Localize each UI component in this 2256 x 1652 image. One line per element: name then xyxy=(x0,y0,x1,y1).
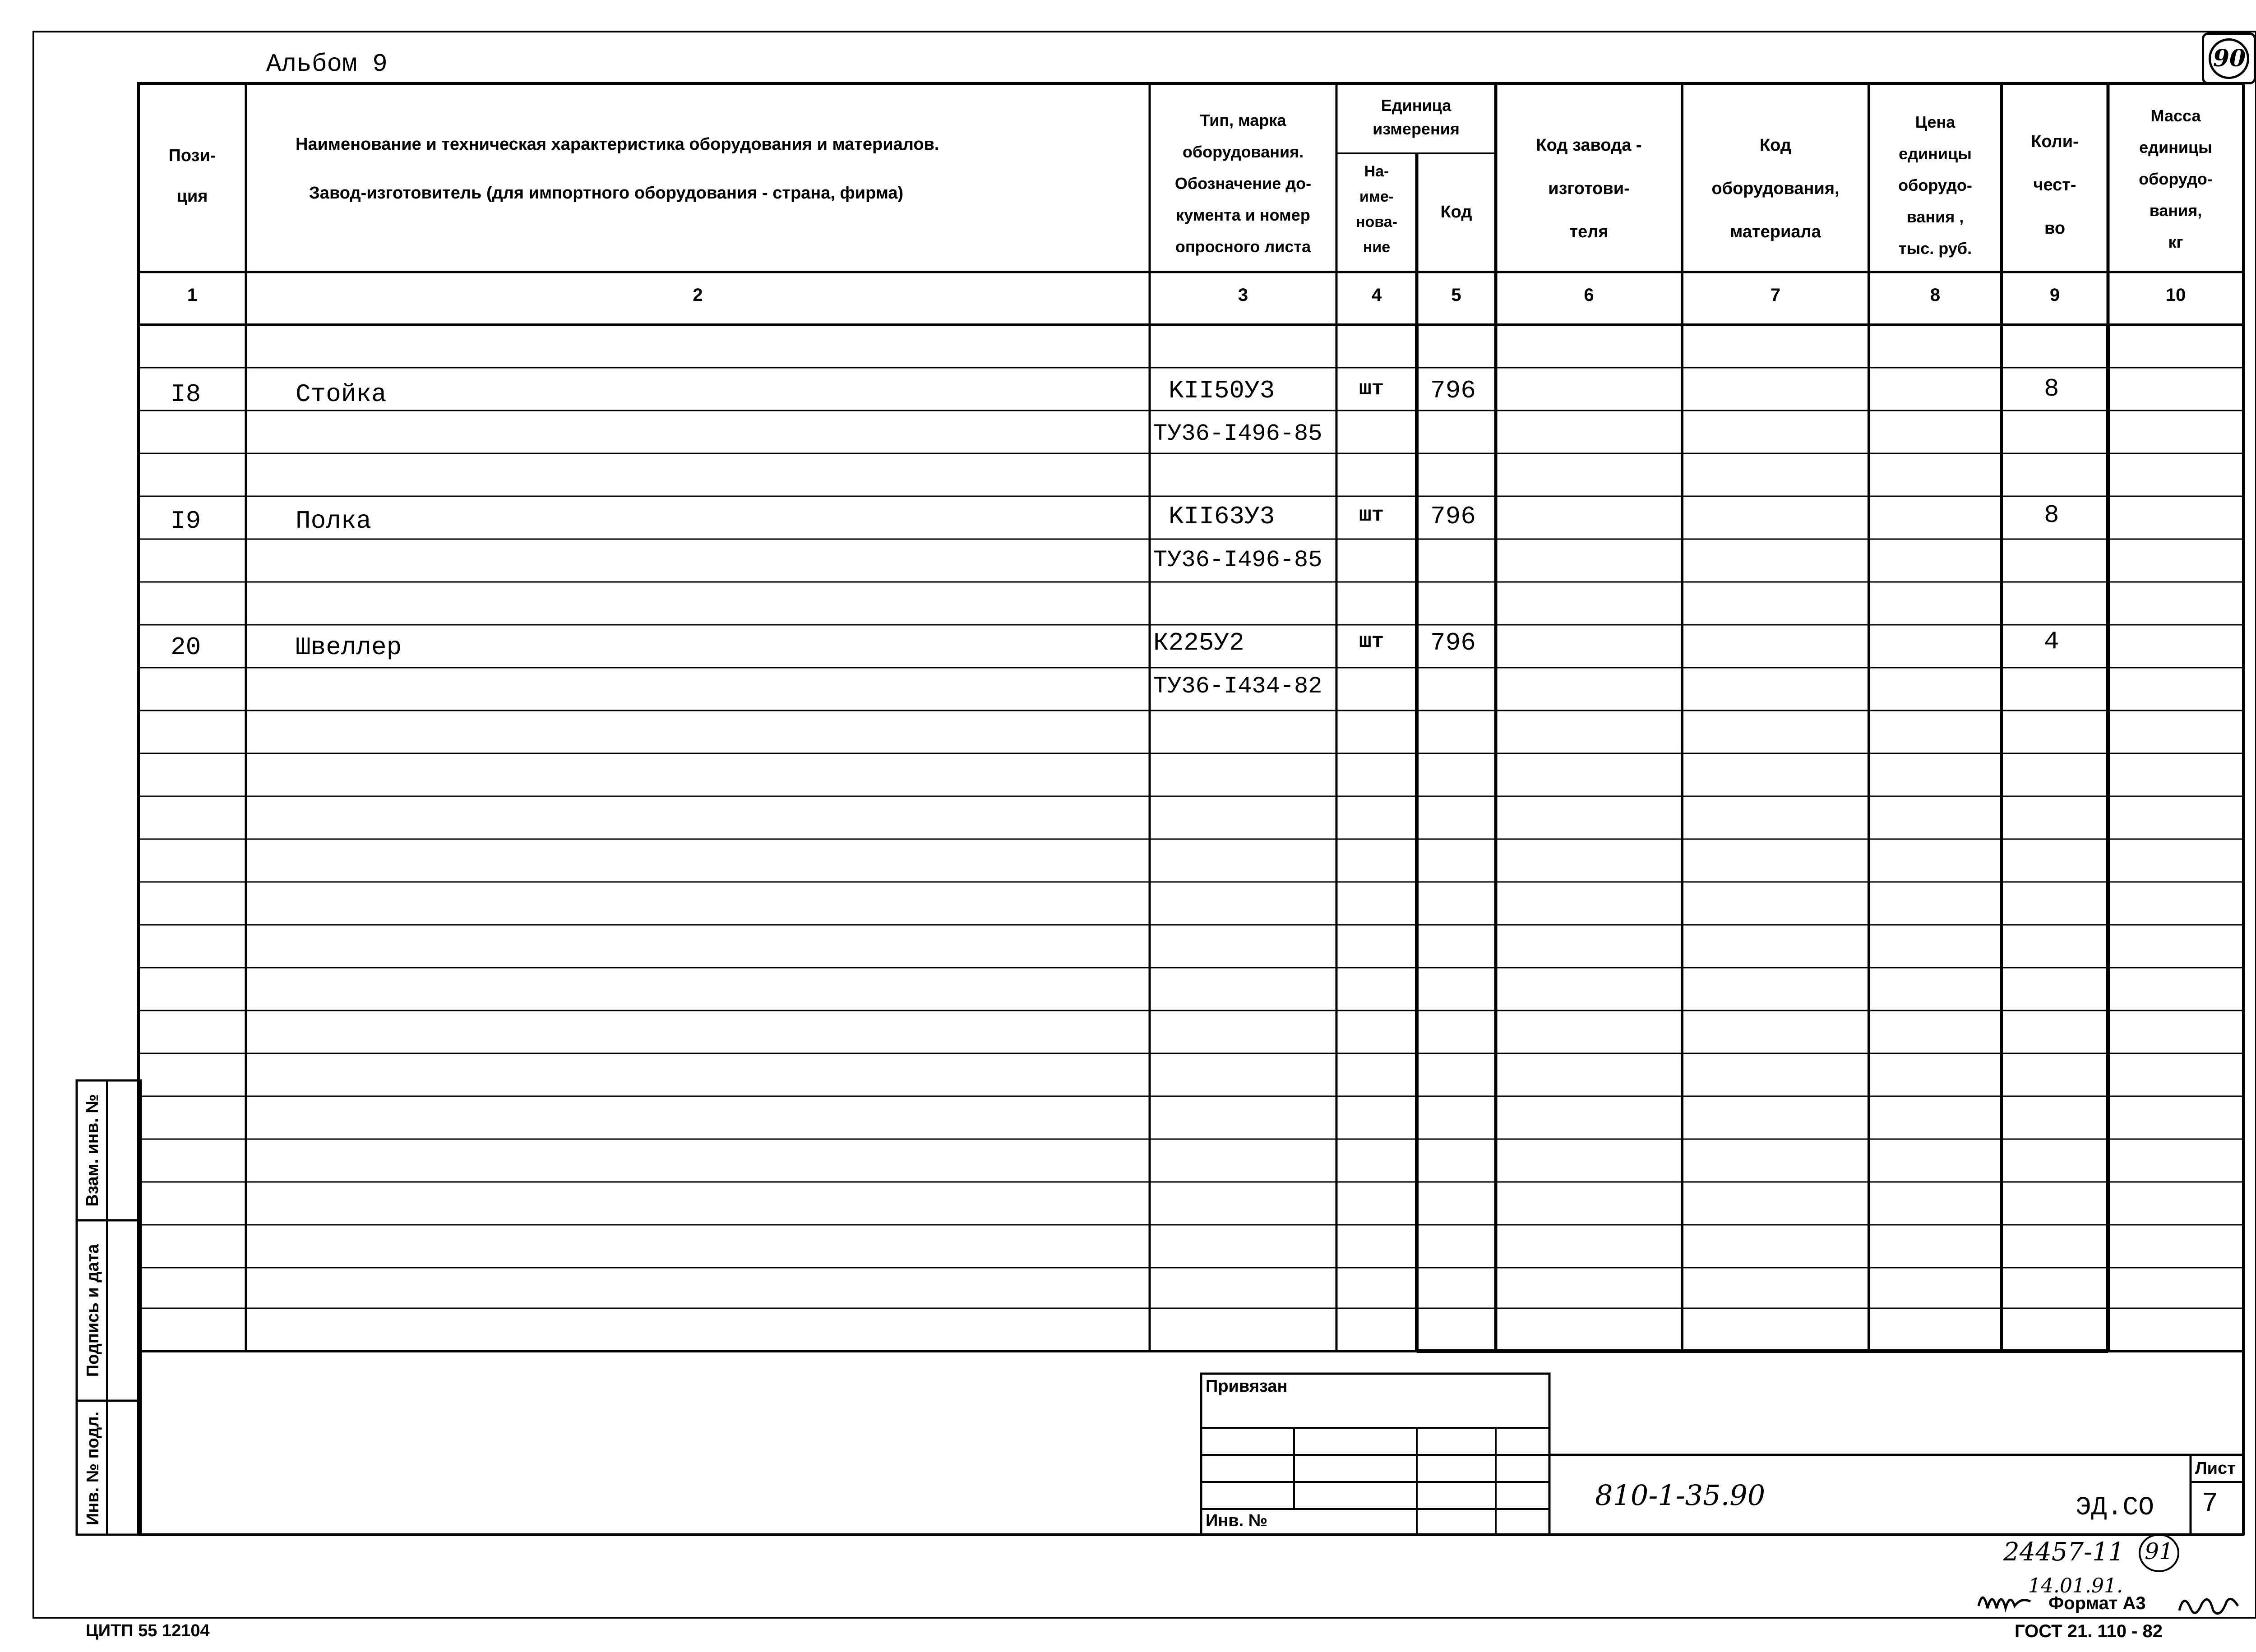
row-2-unit: шт xyxy=(1359,503,1384,527)
handwritten-number: 24457-11 xyxy=(2003,1537,2125,1567)
row-2-type: KII63У3 xyxy=(1169,502,1275,531)
col-num-8: 8 xyxy=(1930,285,1941,305)
row-1-qty: 8 xyxy=(2044,374,2059,403)
row-3-qty: 4 xyxy=(2044,627,2059,656)
signature-left xyxy=(1976,1579,2035,1620)
page-number: 90 xyxy=(2213,45,2246,72)
privyazan-label: Привязан xyxy=(1206,1377,1288,1396)
handwritten-circle-number: 91 xyxy=(2145,1538,2173,1564)
col-num-9: 9 xyxy=(2049,285,2060,305)
col-num-5: 5 xyxy=(1451,285,1461,305)
doc-code: 810-1-35.90 xyxy=(1595,1479,1766,1512)
col-10-header: Масса единицы оборудо- вания, кг xyxy=(2139,106,2213,251)
row-2-qty: 8 xyxy=(2044,501,2059,530)
doc-mark: ЭД.СО xyxy=(2076,1493,2154,1523)
row-1-name: Стойка xyxy=(296,380,387,409)
side-stamp-vzam: Взам. инв. № xyxy=(83,1094,102,1207)
col-3-header: Тип, марка оборудования. Обозначение до- кумента и номер опросного листа xyxy=(1174,111,1312,256)
col-num-10: 10 xyxy=(2165,285,2186,305)
col-9-header: Коли- чест- во xyxy=(2031,132,2079,238)
col-num-6: 6 xyxy=(1584,285,1594,305)
col-4-header: На- име- нова- ние xyxy=(1356,163,1397,256)
col-num-3: 3 xyxy=(1238,285,1248,305)
row-1-unit: шт xyxy=(1359,377,1384,401)
row-3-type: К225У2 xyxy=(1153,628,1244,657)
col-2-header-line2: Завод-изготовитель (для импортного оборудования - страна, фирма) xyxy=(309,184,904,203)
row-3-code: 796 xyxy=(1430,628,1476,657)
side-stamp-podpis: Подпись и дата xyxy=(83,1244,102,1377)
col-2-header-line1: Наименование и техническая характеристика оборудования и материалов. xyxy=(296,135,939,154)
format-label: Формат А3 xyxy=(2048,1593,2146,1613)
album-label: Альбом 9 xyxy=(266,50,388,78)
row-3-unit: шт xyxy=(1359,630,1384,653)
col-1-title: Пози- ция xyxy=(168,146,216,206)
col-7-header: Код оборудования, материала xyxy=(1711,136,1840,241)
col-num-1: 1 xyxy=(187,285,198,305)
row-3-name: Швеллер xyxy=(296,633,402,662)
row-3-position: 20 xyxy=(171,633,201,662)
handwritten-date: 14.01.91. xyxy=(2028,1574,2123,1597)
col-num-2: 2 xyxy=(693,285,703,305)
footer-left: ЦИТП 55 12104 xyxy=(86,1621,210,1640)
col-num-4: 4 xyxy=(1371,285,1382,305)
row-2-code: 796 xyxy=(1430,502,1476,531)
row-3-doc: ТУ36-I434-82 xyxy=(1153,673,1322,700)
col-1-header xyxy=(139,135,246,217)
side-stamp-inv: Инв. № подл. xyxy=(83,1411,102,1526)
signature-right xyxy=(2175,1588,2242,1624)
col-6-header: Код завода - изготови- теля xyxy=(1536,136,1642,241)
row-1-code: 796 xyxy=(1430,376,1476,405)
row-2-name: Полка xyxy=(296,507,372,535)
col-5-header: Код xyxy=(1440,203,1472,221)
sheet-label: Лист xyxy=(2195,1459,2236,1478)
unit-group-header: Единица измерения xyxy=(1373,96,1460,138)
row-1-position: I8 xyxy=(171,380,201,409)
col-num-7: 7 xyxy=(1770,285,1781,305)
row-1-type: KII50У3 xyxy=(1169,376,1275,405)
row-1-doc: ТУ36-I496-85 xyxy=(1153,420,1322,447)
col-8-header: Цена единицы оборудо- вания , тыс. руб. xyxy=(1898,113,1972,258)
inv-no-label: Инв. № xyxy=(1206,1511,1268,1530)
row-2-doc: ТУ36-I496-85 xyxy=(1153,547,1322,573)
gost-label: ГОСТ 21. 110 - 82 xyxy=(2015,1621,2163,1641)
sheet-number: 7 xyxy=(2202,1489,2219,1519)
row-2-position: I9 xyxy=(171,507,201,535)
